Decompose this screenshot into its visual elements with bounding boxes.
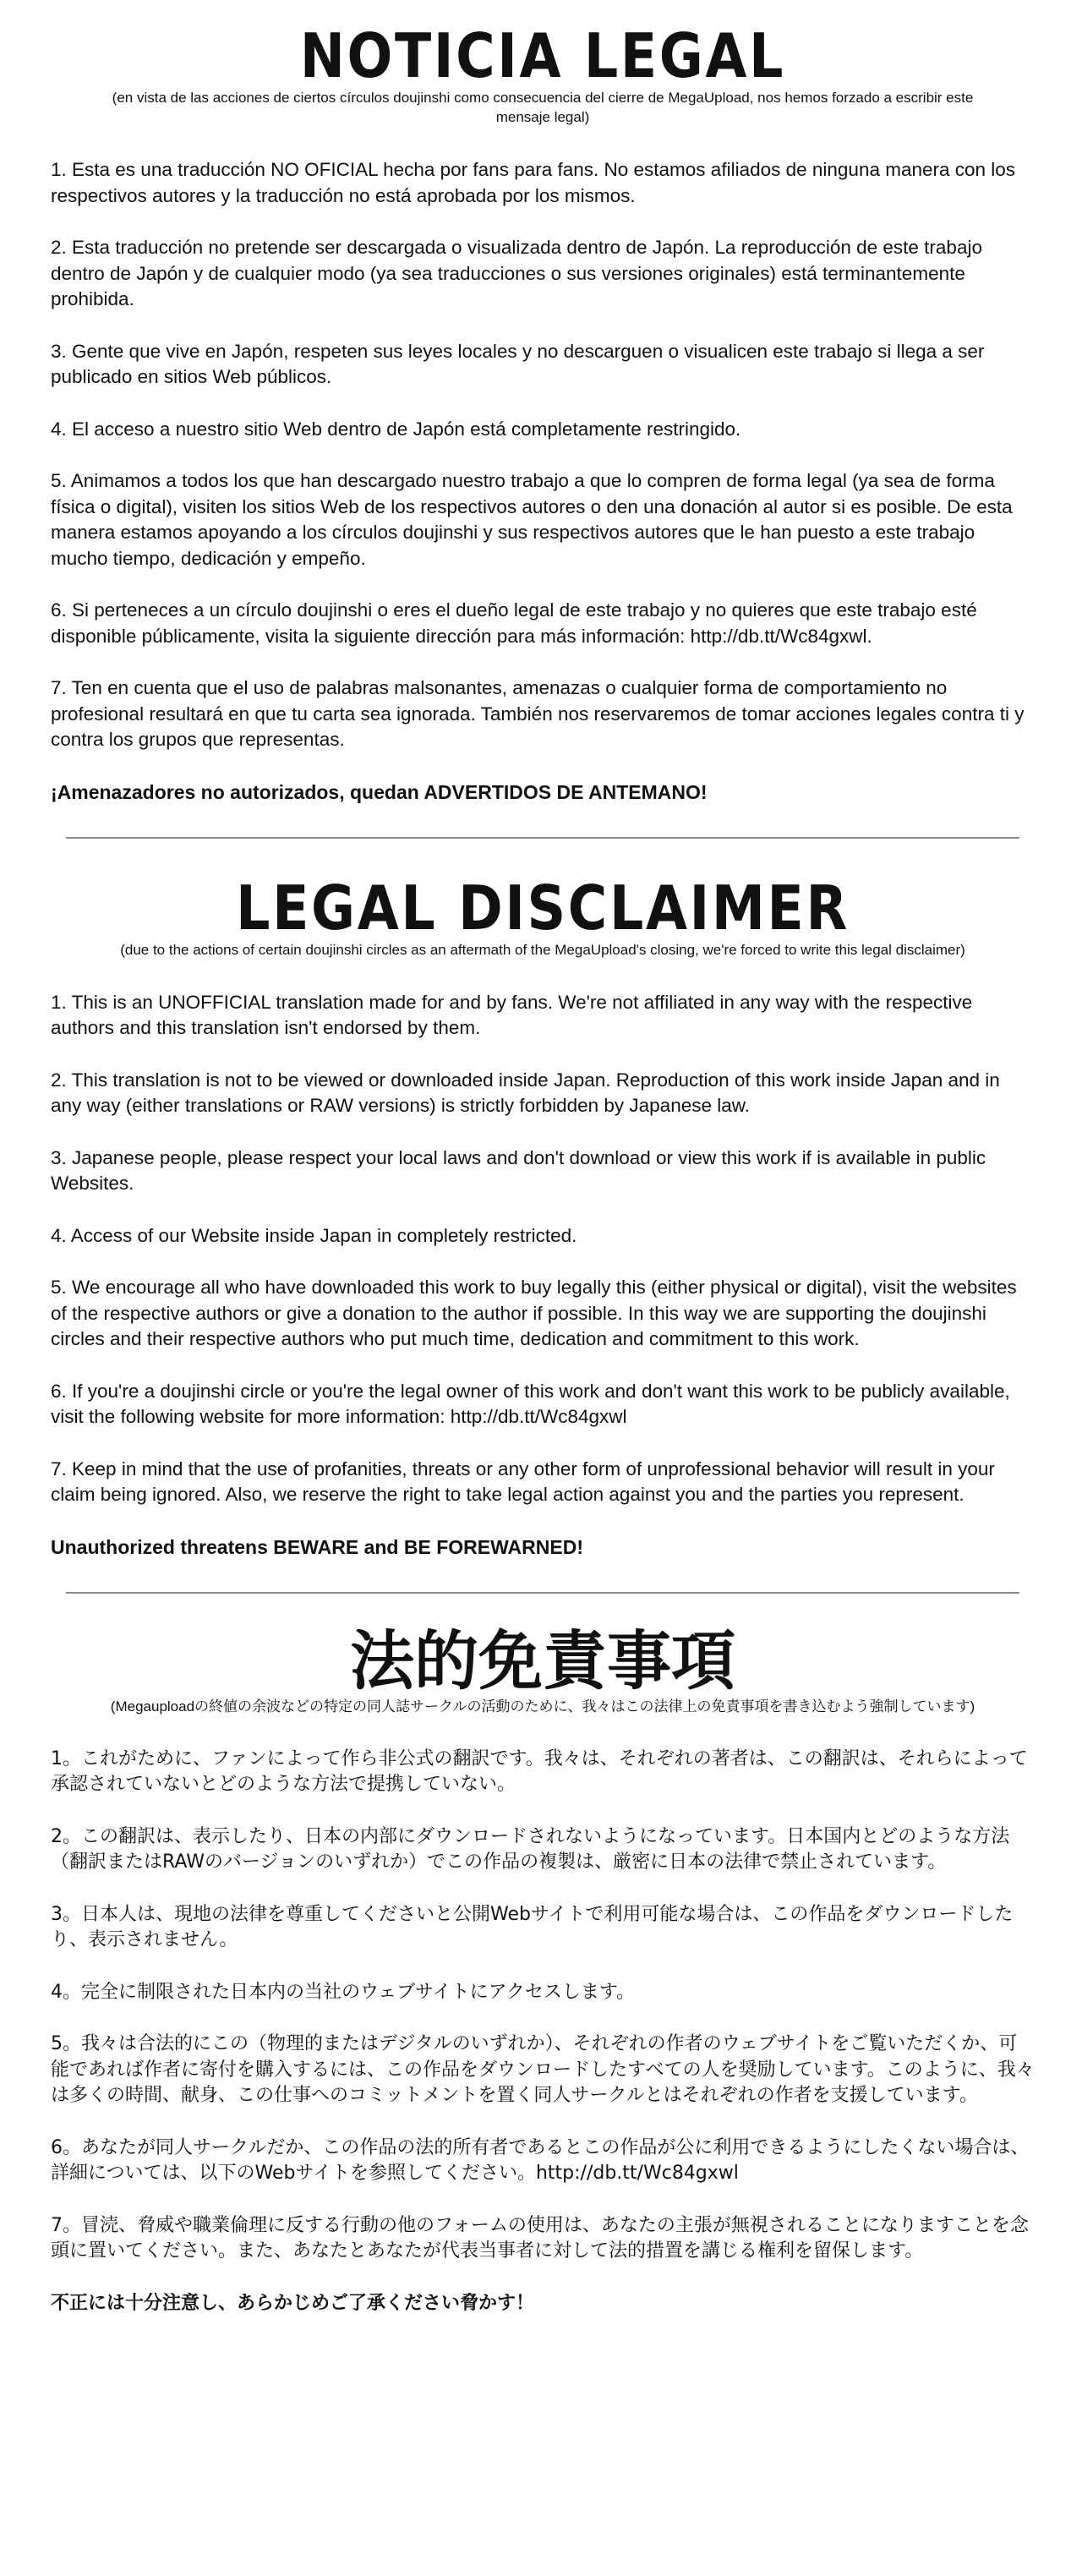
- japanese-item-7: 7。冒涜、脅威や職業倫理に反する行動の他のフォームの使用は、あなたの主張が無視されることになりますことを念頭に置いてください。また、あなたとあなたが代表当事者に対して法的措置を講じる権利を留保します。: [51, 2214, 1029, 2262]
- spanish-items: [51, 157, 1035, 753]
- english-item-1: 1. This is an UNOFFICIAL translation made for and by fans. We're not affiliated in any way with the respective authors and this translation isn't endorsed by them.: [51, 991, 973, 1038]
- japanese-item-5: 5。我々は合法的にこの（物理的またはデジタルのいずれか）、それぞれの作者のウェブサイトをご覧いただくか、可能であれば作者に寄付を購入するには、この作品をダウンロードしたすべての人を奨励しています。このように、我々は多くの時間、献身、この仕事へのコミットメントを置く同人サークルとはそれぞれの作者を支援しています。: [51, 2033, 1035, 2106]
- spanish-item-1: 1. Esta es una traducción NO OFICIAL hecha por fans para fans. No estamos afiliados de ninguna manera con los respectivos autores y la traducción no está aprobada por los mismos.: [51, 159, 1016, 206]
- divider: [66, 837, 1019, 839]
- english-item-3: 3. Japanese people, please respect your local laws and don't download or view this work if is available in public Websites.: [51, 1146, 986, 1194]
- japanese-subtitle: (Megauploadの終値の余波などの特定の同人誌サークルの活動のために、我々はこの法律上の免責事項を書き込むよう強制しています): [110, 1698, 975, 1715]
- japanese-section: [51, 1622, 1035, 2316]
- spanish-item-4: 4. El acceso a nuestro sitio Web dentro de Japón está completamente restringido.: [51, 418, 741, 440]
- japanese-item-6: 6。あなたが同人サークルだか、この作品の法的所有者であるとこの作品が公に利用できるようにしたくない場合は、詳細については、以下のWebサイトを参照してください。http://db.tt/Wc84gxwl: [51, 2136, 1030, 2184]
- japanese-items: [51, 1747, 1035, 2265]
- spanish-warning: ¡Amenazadores no autorizados, quedan ADVERTIDOS DE ANTEMANO!: [51, 780, 708, 803]
- english-title: LEGAL DISCLAIMER: [236, 872, 850, 943]
- japanese-warning: 不正には十分注意し、あらかじめご了承ください脅かす！: [51, 2292, 535, 2314]
- english-warning: Unauthorized threatens BEWARE and BE FOREWARNED!: [51, 1535, 583, 1558]
- divider: [66, 1592, 1019, 1594]
- spanish-item-5: 5. Animamos a todos los que han descargado nuestro trabajo a que lo compren de forma legal (ya sea de forma física o digital), visiten los sitios Web de los respectivos autores o den una donación al autor si es posible. De esta manera estamos apoyando a los círculos doujinshi y sus respectivos autores que le han puesto a este trabajo mucho tiempo, dedicación y empeño.: [51, 470, 1013, 569]
- spanish-item-3: 3. Gente que vive en Japón, respeten sus leyes locales y no descarguen o visualicen este trabajo si llega a ser publicado en sitios Web públicos.: [51, 340, 985, 387]
- japanese-item-3: 3。日本人は、現地の法律を尊重してくださいと公開Webサイトで利用可能な場合は、この作品をダウンロードしたり、表示されません。: [51, 1903, 1014, 1950]
- japanese-item-1: 1。これがために、ファンによって作ら非公式の翻訳です。我々は、それぞれの著者は、この翻訳は、それらによって承認されていないとどのような方法で提携していない。: [51, 1747, 1028, 1795]
- english-item-2: 2. This translation is not to be viewed or downloaded inside Japan. Reproduction of this work inside Japan and in any way (either translations or RAW versions) is strictly forbidden by Japanese law.: [51, 1069, 1000, 1116]
- english-item-7: 7. Keep in mind that the use of profanities, threats or any other form of unprofessional behavior will result in your claim being ignored. Also, we reserve the right to take legal action against you and the parties you represent.: [51, 1458, 995, 1505]
- spanish-section: [51, 20, 1035, 805]
- english-item-4: 4. Access of our Website inside Japan in completely restricted.: [51, 1224, 577, 1246]
- spanish-title: NOTICIA LEGAL: [299, 20, 786, 91]
- english-items: [51, 990, 1035, 1508]
- spanish-item-2: 2. Esta traducción no pretende ser descargada o visualizada dentro de Japón. La reproducción de este trabajo dentro de Japón y de cualquier modo (ya sea traducciones o sus versiones originales) está terminantemente prohibida.: [51, 237, 982, 309]
- spanish-item-6: 6. Si perteneces a un círculo doujinshi o eres el dueño legal de este trabajo y no quieres que este trabajo esté disponible públicamente, visita la siguiente dirección para más información: http://db.tt/Wc84gxwl.: [51, 599, 977, 647]
- japanese-item-2: 2。この翻訳は、表示したり、日本の内部にダウンロードされないようになっています。日本国内とどのような方法（翻訳またはRAWのバージョンのいずれか）でこの作品の複製は、厳密に日本の法律で禁止されています。: [51, 1825, 1010, 1873]
- japanese-item-4: 4。完全に制限された日本内の当社のウェブサイトにアクセスします。: [51, 1981, 636, 2003]
- english-item-6: 6. If you're a doujinshi circle or you're the legal owner of this work and don't want this work to be publicly available, visit the following website for more information: http://db.tt/Wc84gxwl: [51, 1380, 1010, 1427]
- spanish-item-7: 7. Ten en cuenta que el uso de palabras malsonantes, amenazas o cualquier forma de comportamiento no profesional resultará en que tu carta sea ignorada. También nos reservaremos de tomar acciones legales contra ti y contra los grupos que representas.: [51, 677, 1025, 750]
- english-section: [51, 872, 1035, 1560]
- japanese-title: 法的免責事項: [350, 1622, 735, 1698]
- english-item-5: 5. We encourage all who have downloaded this work to buy legally this (either physical or digital), visit the websites of the respective authors or give a donation to the author if possible. In this way we are supporting the doujinshi circles and their respective authors who put much time, dedication and commitment to this work.: [51, 1277, 1017, 1349]
- english-subtitle: (due to the actions of certain doujinshi circles as an aftermath of the MegaUpload's closing, we're forced to write this legal disclaimer): [120, 941, 965, 958]
- spanish-subtitle: (en vista de las acciones de ciertos círculos doujinshi como consecuencia del cierre de MegaUpload, nos hemos forzado a escribir este mensaje legal): [112, 90, 974, 125]
